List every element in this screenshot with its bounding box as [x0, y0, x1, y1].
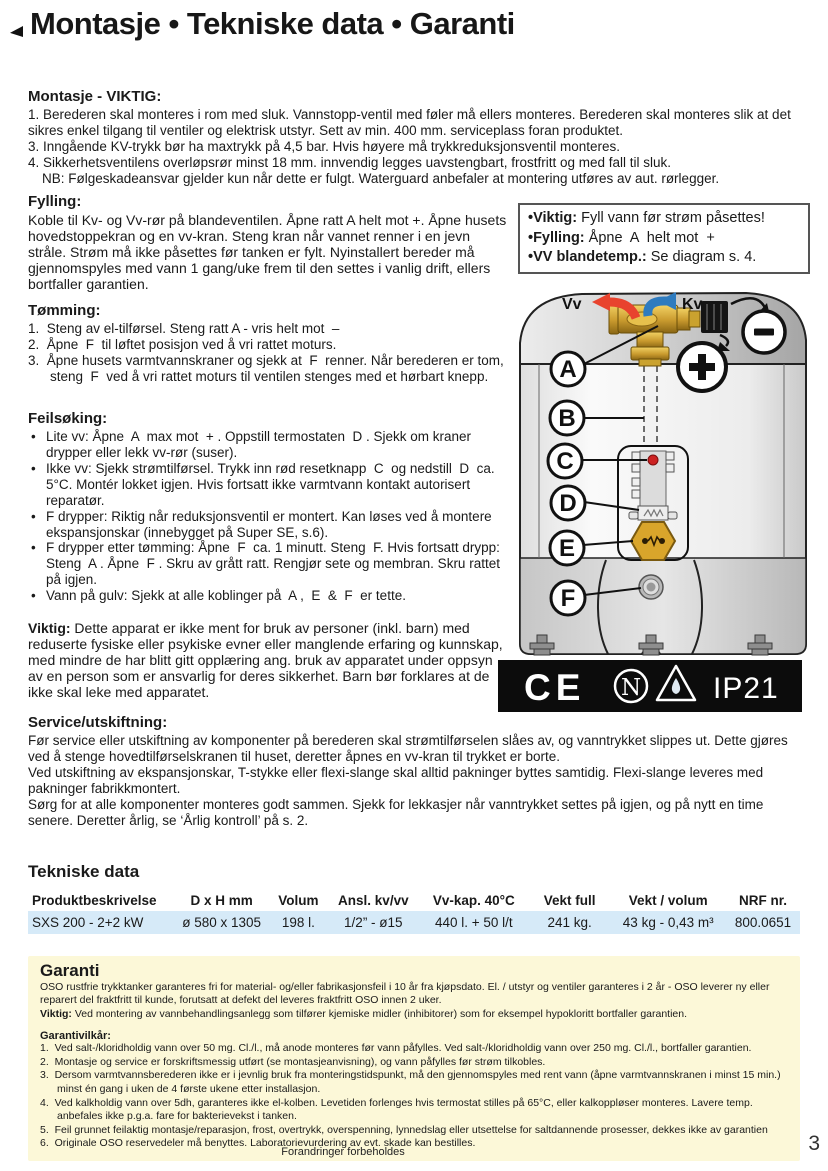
info-line	[528, 209, 800, 229]
garanti-viktig-label: Viktig:	[40, 1007, 72, 1020]
table-header: Volum	[278, 893, 319, 908]
tomming-step: 2. Åpne F til løftet posisjon ved å vri rattet moturs.	[28, 336, 337, 352]
quick-info-box	[518, 203, 810, 274]
table-cell: ø 580 x 1305	[182, 915, 262, 930]
table-row	[28, 911, 800, 934]
table-cell: 43 kg - 0,43 m³	[622, 915, 714, 930]
feilsoking-item: • Vann på gulv: Sjekk at alle koblinger på A , E & F er tette.	[28, 588, 510, 604]
ce-mark-icon: CE	[524, 667, 586, 708]
feilsoking-item: • Ikke vv: Sjekk strømtilførsel. Trykk inn rød resetknapp C og nedstill D ca. 5°C. Montér lokket igjen. Hvis fortsatt ikke varmtvann kontakt autorisert reparatør.	[28, 461, 510, 509]
service-paragraph: Før service eller utskiftning av komponenter på berederen skal strømtilførselen slåes av, og vanntrykket slippes ut. Dette gjøres ved å stenge hovedtilførselskranen til huset, deretter åpnes en vv-kran til trykket er borte.	[28, 733, 792, 764]
montasje-line: 4. Sikkerhetsventilens overløpsrør minst 18 mm. innvendig legges uavstengbart, frostfritt og med fall til sluk.	[28, 154, 672, 170]
montasje-heading: Montasje - VIKTIG:	[28, 88, 162, 105]
garantivilkar-item: 5. Feil grunnet feilaktig montasje/reparasjon, frost, overtrykk, overspenning, lynnedslag eller utsettelse for saltdannende prosesser, dekkes ikke av garantien	[40, 1123, 768, 1136]
callout-b-label: B	[558, 405, 576, 432]
callout-e	[550, 531, 584, 565]
viktig-text: Dette apparat er ikke ment for bruk av personer (inkl. barn) med reduserte fysiske eller psykiske evner eller manglende erfaring og kunnskap, med mindre de har blitt gitt opplæring ang. bruk av apparatet under oppsyn av en person som er ansvarlig for deres sikkerhet. Barn bør forklares at de ikke skal leke med apparatet.	[28, 620, 507, 701]
garanti-paragraph: OSO rustfrie trykktanker garanteres fri for material- og/eller fabrikasjonsfeil i 10 år fra kjøpsdato. El. / utstyr og ventiler garanteres i 2 år - OSO leverer ny eller reparert del fraktfritt til kunde, forutsatt at defekt del leveres fraktfritt OSO innen 2 uker.	[40, 980, 773, 1007]
table-header: D x H mm	[190, 893, 253, 908]
table-header-row	[28, 890, 800, 911]
table-cell: 198 l.	[281, 915, 315, 930]
table-header: Vv-kap. 40°C	[432, 893, 515, 908]
info-text: Fyll vann før strøm påsettes!	[577, 210, 765, 226]
service-paragraph: Ved utskiftning av ekspansjonskar, T-stykke eller flexi-slange skal alltid pakninger byttes samtidig. Flexi-slange leveres med pakninger fabrikkmontert.	[28, 764, 767, 796]
callout-c-label: C	[556, 448, 574, 475]
footer-note: Forandringer forbeholdes	[281, 1146, 405, 1158]
callout-f-label: F	[560, 585, 576, 612]
garantivilkar-item: 3. Dersom varmtvannsberederen ikke er i jevnlig bruk fra monteringstidspunkt, må den gjennomspyles med rent vann (åpne varmtvannskranen i minst 15 min.) minst én gang i uken de 4 første ukene etter installasjon.	[40, 1069, 784, 1095]
section-tekniske-data	[28, 862, 810, 934]
reset-button	[648, 455, 658, 465]
certification-bar	[498, 660, 802, 712]
garantivilkar-item: 6. Originale OSO reservedeler må benyttes. Laboratorievurdering av evt. skade kan bestilles.	[40, 1137, 476, 1150]
vv-label: Vv	[562, 296, 582, 313]
dip-pipe	[644, 366, 657, 446]
callout-e-label: E	[558, 535, 576, 562]
table-title: Tekniske data	[28, 862, 140, 881]
garantivilkar-heading: Garantivilkår:	[40, 1030, 111, 1042]
tomming-heading: Tømming:	[28, 302, 101, 319]
section-fylling	[28, 193, 510, 292]
section-garanti	[28, 956, 800, 1161]
montasje-line: 1. Berederen skal monteres i rom med sluk. Vannstopp-ventil med føler må ellers monteres. Berederen skal monteres slik at det sikres enkel tilgang til ventiler og elektrisk utstyr. Sett av min. 400 mm. serviceplass foran produktet.	[28, 107, 795, 138]
callout-b	[550, 401, 584, 435]
callout-a-label: A	[559, 356, 577, 383]
section-feilsoking	[28, 410, 510, 604]
garantivilkar-item: 2. Montasje og service er forskriftsmessig utført (se montasjeanvisning), og vann påfylles før strøm tilkobles.	[40, 1055, 546, 1068]
terminal-screw	[632, 452, 640, 460]
service-paragraph: Sørg for at alle komponenter monteres godt sammen. Sjekk for lekkasjer når vanntrykket settes på igjen, og på nytt en time senere. Deretter årlig, se ‘Årlig kontroll’ på s. 2.	[28, 796, 768, 828]
montasje-nb-line: NB: Følgeskadeansvar gjelder kun når dette er fulgt. Waterguard anbefaler at montering utføres av aut. rørlegger.	[42, 170, 720, 186]
section-viktig	[28, 620, 510, 700]
info-label: •Viktig:	[528, 210, 578, 226]
viktig-paragraph	[28, 620, 510, 700]
page-title: Montasje • Tekniske data • Garanti	[30, 6, 515, 41]
fylling-heading: Fylling:	[28, 193, 82, 210]
feilsoking-item: • F drypper: Riktig når reduksjonsventil er montert. Kan løses ved å montere ekspansjonskar (innebygget på Super SE, s.6).	[28, 509, 510, 541]
valve-knob	[701, 301, 728, 333]
section-montasje	[28, 88, 810, 187]
callout-f	[551, 581, 585, 615]
fylling-paragraph: Koble til Kv- og Vv-rør på blandeventilen. Åpne ratt A helt mot +. Åpne husets hovedstoppekran og en vv-kran. Steng kran når vannet renner i en jevn stråle. Strøm må ikke påsettes før tanken er fylt. Nyinstallert bereder må gjennomspyles med vann 1 gang/uke frem til den settes i vanlig drift, ellers bortfaller garantien.	[28, 212, 511, 293]
table-cell: 1/2” - ø15	[344, 915, 403, 930]
table-cell: 440 l. + 50 l/t	[434, 915, 513, 930]
ip-rating: IP21	[713, 672, 779, 705]
table-header: Vekt full	[543, 893, 596, 908]
heating-element-nut	[631, 522, 675, 560]
feilsoking-heading: Feilsøking:	[28, 410, 108, 427]
page-number: 3	[808, 1132, 820, 1155]
callout-a	[551, 352, 585, 386]
triangle-marker-icon	[10, 26, 23, 37]
table-cell: 241 kg.	[547, 915, 592, 930]
table-header: Produktbeskrivelse	[32, 893, 157, 908]
info-line	[528, 229, 800, 249]
tomming-step: 3. Åpne husets varmtvannskraner og sjekk at F renner. Når berederen er tom, steng F ved å vri rattet moturs til ventilen stenges med et hørbart knepp.	[28, 352, 508, 384]
table-cell: SXS 200 - 2+2 kW	[32, 915, 144, 930]
service-heading: Service/utskiftning:	[28, 714, 168, 731]
info-label: •Fylling:	[528, 229, 585, 246]
table-header: Vekt / volum	[628, 893, 708, 908]
table-cell: 800.0651	[734, 915, 792, 930]
garantivilkar-item: 4. Ved kalkholdig vann over 5dh, garanteres ikke el-kolben. Levetiden forlenges hvis termostat stilles på 65°C, eller kalkoppløser monteres. Lavere temp. anbefales ikke p.g.a. fare for bakterievekst i tanken.	[40, 1096, 756, 1123]
garantivilkar-item: 1. Ved salt-/kloridholdig vann over 50 mg. Cl./l., må anode monteres før vann påfylles. Ved salt-/kloridholdig vann over 250 mg. Cl./l., bortfaller garantien.	[40, 1042, 752, 1054]
info-text: Åpne A helt mot +	[584, 229, 715, 246]
kv-label: Kv	[682, 296, 703, 313]
section-service	[28, 714, 810, 829]
callout-d	[551, 486, 585, 520]
info-label: •VV blandetemp.:	[528, 249, 647, 266]
garanti-viktig-text: Ved montering av vannbehandlingsanlegg som tilfører kjemiske midler (inhibitorer) som for eksempel hypokloritt bortfaller garantien.	[71, 1007, 688, 1020]
section-tomming	[28, 302, 510, 385]
callout-c	[548, 444, 582, 478]
feilsoking-item: • F drypper etter tømming: Åpne F ca. 1 minutt. Steng F. Hvis fortsatt drypp: Steng A . Åpne F . Skru av grått ratt. Rengjør sete og membran. Skru rattet på igjen.	[28, 540, 510, 588]
table-header: NRF nr.	[739, 893, 788, 908]
info-text: Se diagram s. 4.	[646, 249, 757, 266]
info-line	[528, 248, 800, 268]
viktig-label: Viktig:	[28, 620, 71, 636]
nemko-letter: N	[620, 675, 642, 701]
callout-d-label: D	[559, 490, 577, 517]
garanti-heading: Garanti	[40, 961, 100, 980]
drain-valve	[639, 575, 663, 599]
montasje-line: 3. Inngående KV-trykk bør ha maxtrykk på 4,5 bar. Hvis høyere må trykkreduksjonsventil monteres.	[28, 138, 620, 154]
tomming-step: 1. Steng av el-tilførsel. Steng ratt A - vris helt mot –	[28, 321, 340, 336]
garanti-viktig-line	[40, 1008, 788, 1021]
heater-diagram	[498, 288, 810, 712]
feilsoking-item: • Lite vv: Åpne A max mot + . Oppstill termostaten D . Sjekk om kraner drypper eller lekk vv-rør (suser).	[28, 429, 510, 461]
table-header: Ansl. kv/vv	[338, 893, 409, 908]
